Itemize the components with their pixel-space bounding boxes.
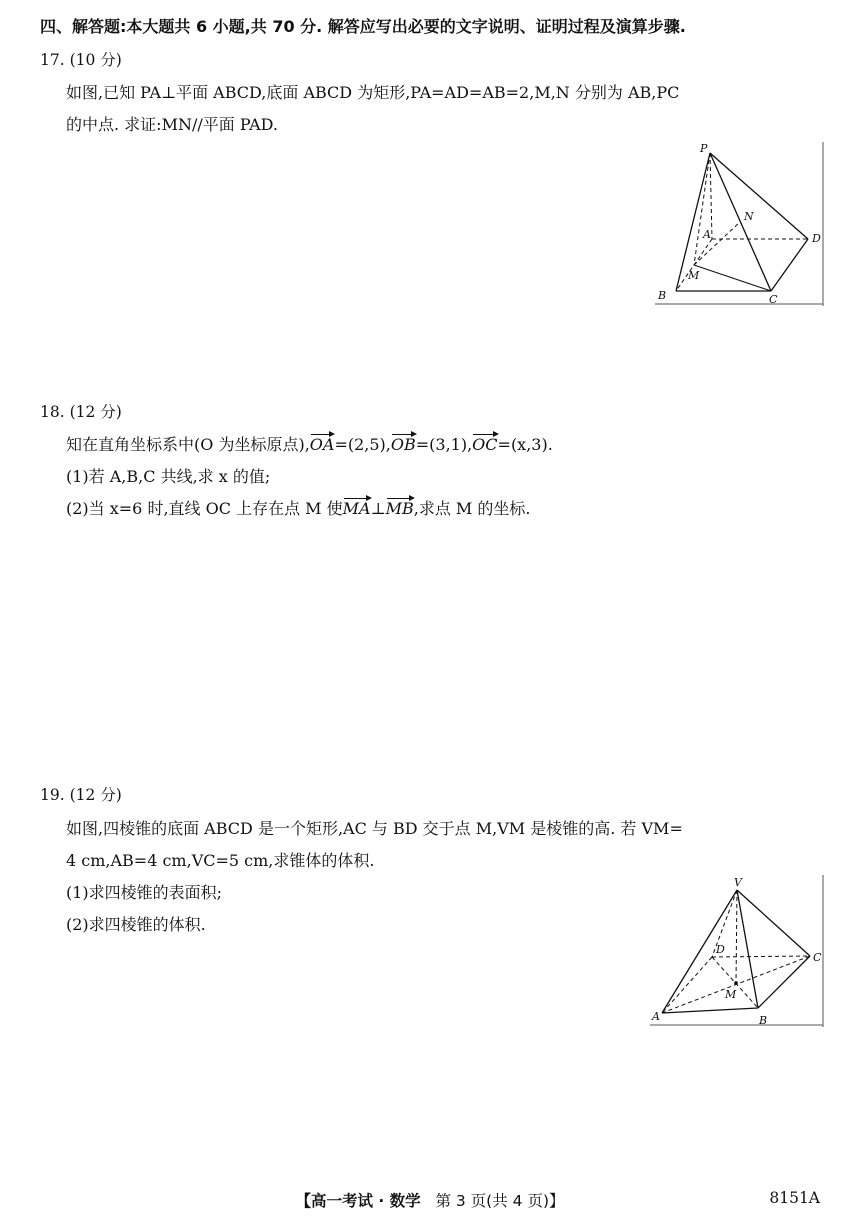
q18-eq1: =(2,5), bbox=[334, 435, 391, 454]
vector-OA: OA bbox=[309, 435, 335, 454]
question-19-header: 19. (12 分) bbox=[40, 786, 122, 804]
label-C: C bbox=[813, 951, 822, 964]
vector-OC: OC bbox=[472, 435, 498, 454]
vector-OB: OB bbox=[390, 435, 416, 454]
question-19-line-4: (2)求四棱锥的体积. bbox=[66, 915, 206, 934]
question-18-header: 18. (12 分) bbox=[40, 403, 122, 421]
label-C: C bbox=[769, 293, 778, 306]
question-19-line-1: 如图,四棱锥的底面 ABCD 是一个矩形,AC 与 BD 交于点 M,VM 是棱锥的高. 若 VM= bbox=[66, 819, 683, 838]
q18-eq2: =(3,1), bbox=[415, 435, 473, 454]
vector-MB: MB bbox=[385, 499, 414, 518]
q18-eq3: =(x,3). bbox=[497, 435, 553, 454]
q18-line3-end: ,求点 M 的坐标. bbox=[413, 499, 531, 518]
question-18-line-3 bbox=[66, 496, 530, 519]
label-A: A bbox=[652, 1010, 660, 1023]
label-D: D bbox=[812, 232, 821, 245]
page-footer bbox=[0, 1189, 860, 1211]
q18-line3-text: (2)当 x=6 时,直线 OC 上存在点 M 使 bbox=[66, 499, 343, 518]
question-17-line-1: 如图,已知 PA⊥平面 ABCD,底面 ABCD 为矩形,PA=AD=AB=2,M,N 分别为 AB,PC bbox=[66, 83, 680, 102]
vector-MA: MA bbox=[342, 499, 371, 518]
label-M: M bbox=[688, 269, 700, 282]
figure-pyramid-pabcd bbox=[655, 142, 825, 306]
figure-pyramid-vabcd bbox=[650, 875, 825, 1027]
question-17-line-2: 的中点. 求证:MN//平面 PAD. bbox=[66, 115, 279, 134]
q18-line1-text: 知在直角坐标系中(O 为坐标原点), bbox=[66, 435, 310, 454]
label-B: B bbox=[658, 289, 667, 302]
question-18-line-1 bbox=[66, 432, 553, 455]
label-A: A bbox=[703, 228, 711, 241]
question-18-line-2: (1)若 A,B,C 共线,求 x 的值; bbox=[66, 467, 271, 486]
label-V: V bbox=[734, 876, 742, 889]
question-17-header: 17. (10 分) bbox=[40, 51, 122, 69]
footer-page-number: 第 3 页(共 4 页)】 bbox=[435, 1192, 565, 1210]
label-N: N bbox=[744, 210, 754, 223]
label-M: M bbox=[725, 988, 737, 1001]
label-B: B bbox=[759, 1014, 768, 1027]
section-title: 四、解答题:本大题共 6 小题,共 70 分. 解答应写出必要的文字说明、证明过程及演算步骤. bbox=[40, 17, 686, 36]
label-P: P bbox=[700, 142, 708, 155]
footer-code: 8151A bbox=[769, 1189, 820, 1207]
label-D: D bbox=[716, 943, 725, 956]
question-19-line-3: (1)求四棱锥的表面积; bbox=[66, 883, 223, 902]
footer-exam-title: 【高一考试 · 数学 bbox=[295, 1192, 421, 1210]
perp-symbol: ⊥ bbox=[370, 499, 386, 518]
question-19-line-2: 4 cm,AB=4 cm,VC=5 cm,求锥体的体积. bbox=[66, 851, 375, 870]
